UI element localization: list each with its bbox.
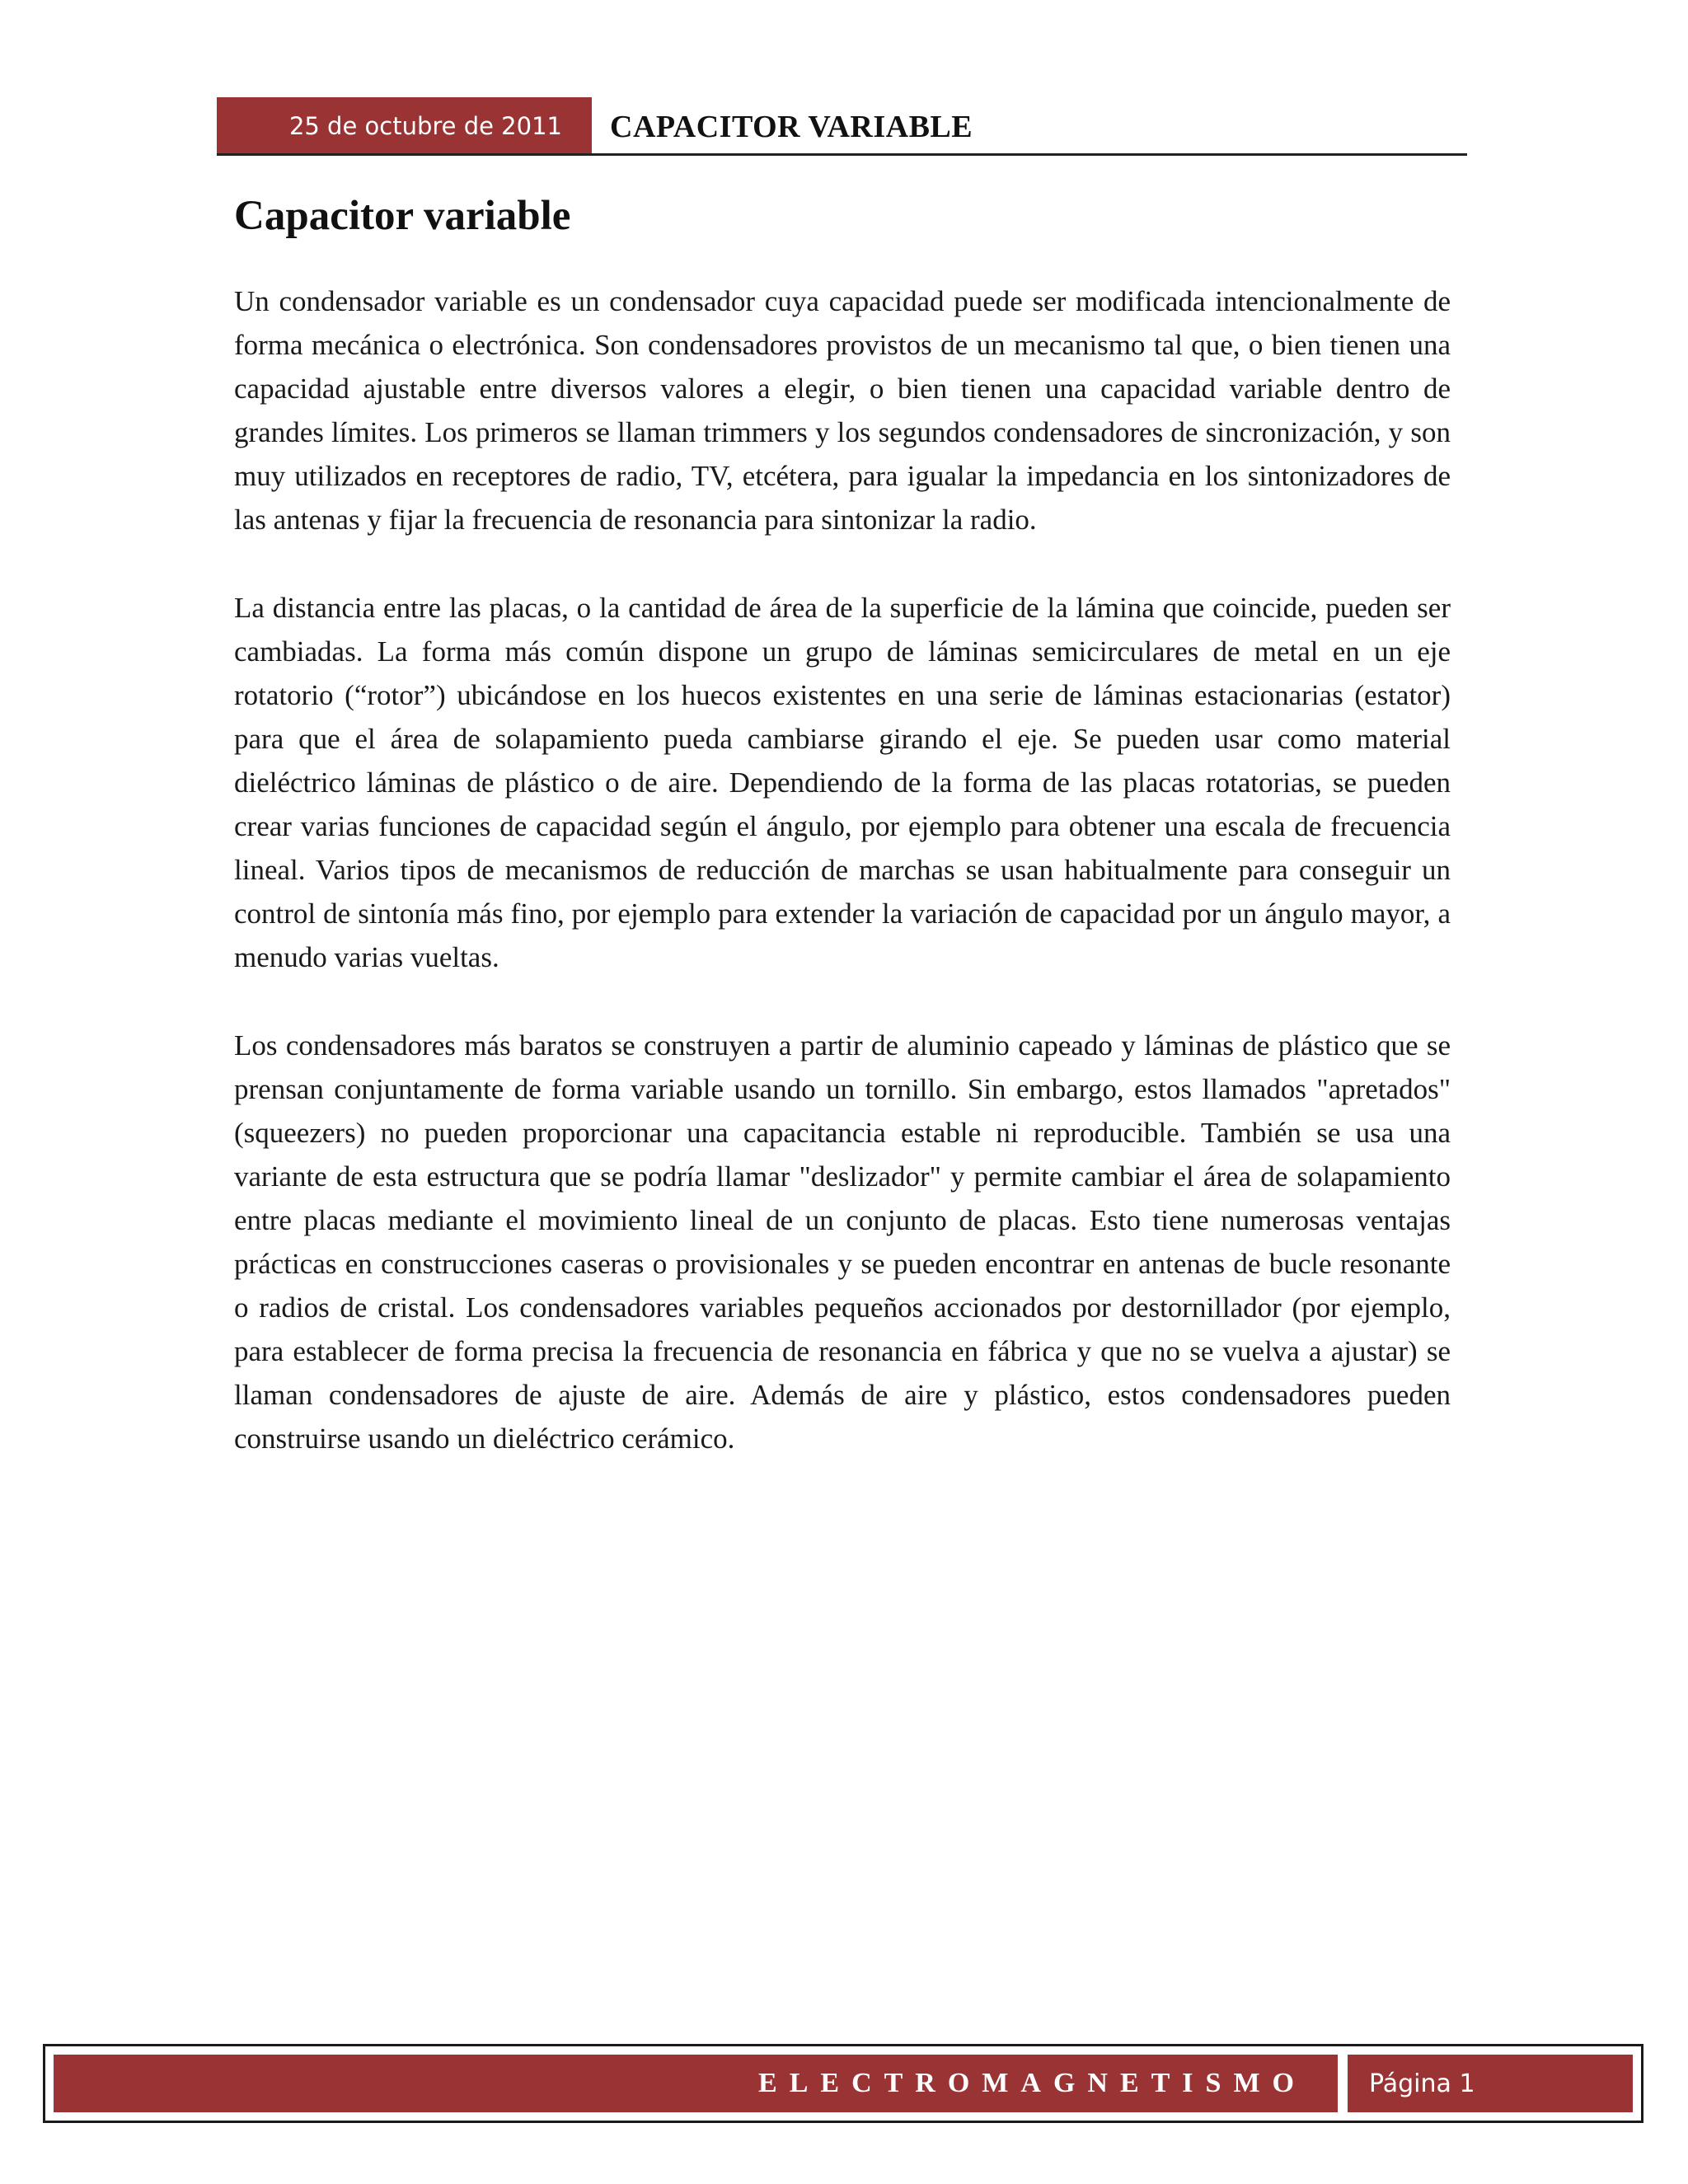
page-header xyxy=(217,97,1467,155)
paragraph-3: Los condensadores más baratos se construyen a partir de aluminio capeado y láminas de plástico que se prensan conjuntamente de forma variable usando un tornillo. Sin embargo, estos llamados "apretados" (squeezers) no pueden proporcionar una capacitancia estable ni reproducible. También se usa una variante de esta estructura que se podría llamar "deslizador" y permite cambiar el área de solapamiento entre placas mediante el movimiento lineal de un conjunto de placas. Esto tiene numerosas ventajas prácticas en construcciones caseras o provisionales y se pueden encontrar en antenas de bucle resonante o radios de cristal. Los condensadores variables pequeños accionados por destornillador (por ejemplo, para establecer de forma precisa la frecuencia de resonancia en fábrica y que no se vuelva a ajustar) se llaman condensadores de ajuste de aire. Además de aire y plástico, estos condensadores pueden construirse usando un dieléctrico cerámico. xyxy=(234,1029,1451,1455)
header-divider xyxy=(217,153,1467,156)
paragraph-2: La distancia entre las placas, o la cantidad de área de la superficie de la lámina que coincide, pueden ser cambiadas. La forma más común dispone un grupo de láminas semicirculares de metal en un eje rotatorio (“rotor”) ubicándose en los huecos existentes en una serie de láminas estacionarias (estator) para que el área de solapamiento pueda cambiarse girando el eje. Se pueden usar como material dieléctrico láminas de plástico o de aire. Dependiendo de la forma de las placas rotatorias, se pueden crear varias funciones de capacidad según el ángulo, por ejemplo para obtener una escala de frecuencia lineal. Varios tipos de mecanismos de reducción de marchas se usan habitualmente para conseguir un control de sintonía más fino, por ejemplo para extender la variación de capacidad por un ángulo mayor, a menudo varias vueltas. xyxy=(234,592,1451,974)
header-title: CAPACITOR VARIABLE xyxy=(610,110,973,144)
page-title: Capacitor variable xyxy=(234,193,571,239)
footer-page-box xyxy=(1348,2055,1633,2112)
footer-course-name: ELECTROMAGNETISMO xyxy=(758,2068,1306,2098)
header-date-box xyxy=(217,97,592,155)
footer-course-bar xyxy=(54,2055,1338,2112)
header-date: 25 de octubre de 2011 xyxy=(288,112,562,140)
page-number: Página 1 xyxy=(1369,2069,1475,2098)
paragraph-1: Un condensador variable es un condensador cuya capacidad puede ser modificada intencionalmente de forma mecánica o electrónica. Son condensadores provistos de un mecanismo tal que, o bien tienen una capacidad ajustable entre diversos valores a elegir, o bien tienen una capacidad variable dentro de grandes límites. Los primeros se llaman trimmers y los segundos condensadores de sincronización, y son muy utilizados en receptores de radio, TV, etcétera, para igualar la impedancia en los sintonizadores de las antenas y fijar la frecuencia de resonancia para sintonizar la radio. xyxy=(234,285,1451,537)
document-body xyxy=(234,191,1451,1505)
page-footer xyxy=(43,2044,1643,2123)
